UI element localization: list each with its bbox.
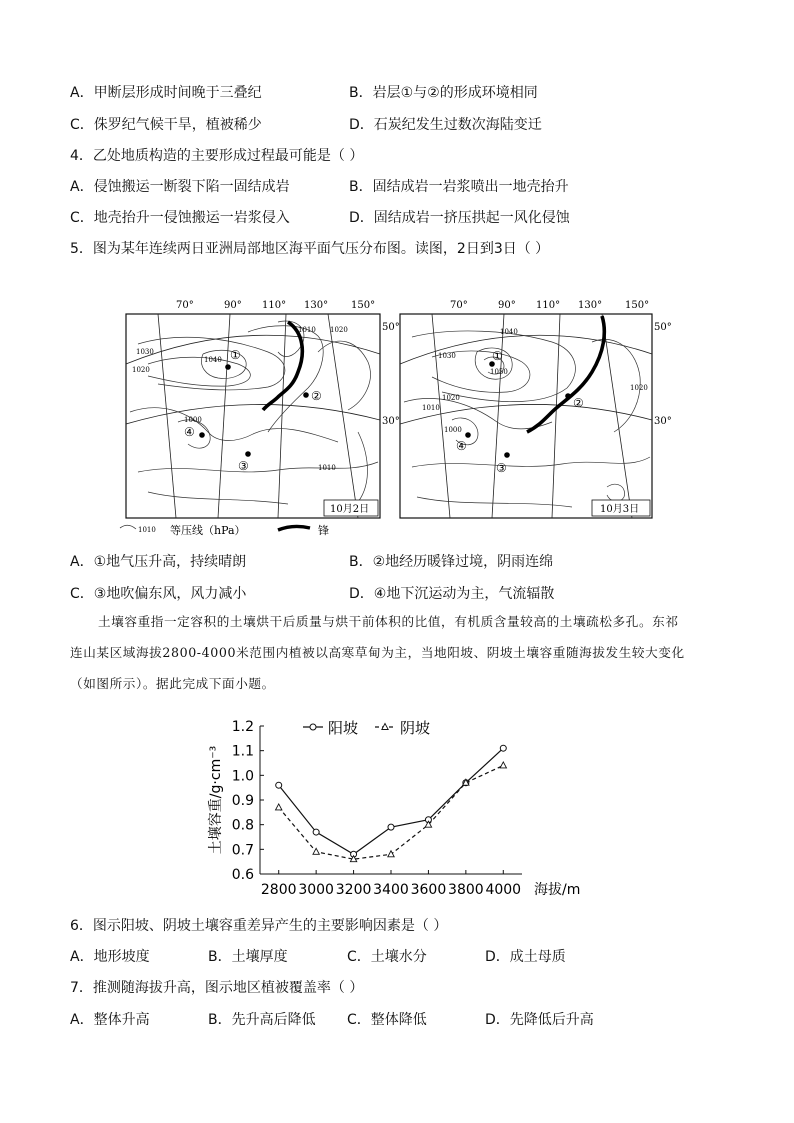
map1-label-1: ① bbox=[230, 348, 241, 362]
y-axis-label: 土壤容重/g·cm⁻³ bbox=[208, 745, 224, 855]
map2-lat-30: 30° bbox=[654, 416, 672, 427]
map1-isobar-label: 1010 bbox=[298, 326, 316, 334]
y-tick-label: 0.9 bbox=[231, 793, 254, 809]
q7-stem: 7．推测随海拔升高，图示地区植被覆盖率（ ） bbox=[70, 980, 364, 996]
map1-isobar-label: 1000 bbox=[184, 416, 202, 424]
q3-option-a[interactable]: A．甲断层形成时间晚于三叠纪 bbox=[70, 85, 262, 101]
y-tick-label: 1.0 bbox=[231, 768, 254, 785]
legend-front-sample bbox=[278, 526, 310, 530]
map1-isobar-label: 1020 bbox=[330, 326, 348, 334]
y-tick-label: 0.8 bbox=[231, 817, 254, 834]
map1-label-2: ② bbox=[311, 389, 322, 403]
map1-point-2 bbox=[303, 392, 309, 398]
map1-point-3 bbox=[245, 451, 251, 457]
map1-date: 10月2日 bbox=[330, 504, 370, 515]
series-1-point bbox=[388, 851, 394, 857]
series-0-point bbox=[500, 745, 506, 751]
map2-lon-90: 90° bbox=[498, 300, 516, 311]
map2-meridian bbox=[492, 314, 504, 518]
series-1-point bbox=[500, 762, 506, 768]
map1-lon-90: 90° bbox=[224, 300, 242, 311]
q4-option-c[interactable]: C．地壳抬升一侵蚀搬运一岩浆侵入 bbox=[70, 210, 290, 226]
map2-point-4 bbox=[465, 432, 471, 438]
q6-option-b[interactable]: B．土壤厚度 bbox=[208, 949, 288, 965]
soil-density-chart bbox=[200, 712, 620, 902]
q3-option-d[interactable]: D．石炭纪发生过数次海陆变迁 bbox=[349, 117, 542, 133]
x-axis-label: 海拔/m bbox=[534, 882, 581, 898]
map2-meridian bbox=[432, 314, 450, 518]
map2-isobar-label: 1050 bbox=[490, 368, 508, 376]
map2-lat-50: 50° bbox=[654, 322, 672, 333]
q6-stem: 6．图示阳坡、阴坡土壤容重差异产生的主要影响因素是（ ） bbox=[70, 918, 448, 934]
map1-lon-130: 130° bbox=[304, 300, 329, 311]
map1-meridian bbox=[158, 314, 176, 518]
x-tick-label: 3400 bbox=[373, 882, 409, 898]
legend-front-label: 锋 bbox=[318, 524, 329, 537]
legend-isobar-value: 1010 bbox=[138, 526, 156, 534]
map2-isobar-label: 1030 bbox=[438, 352, 456, 360]
map1-point-4 bbox=[199, 432, 205, 438]
map1-label-4: ④ bbox=[184, 425, 195, 439]
legend-shady-label: 阴坡 bbox=[400, 719, 431, 737]
map1-lon-150: 150° bbox=[351, 300, 376, 311]
q7-option-d[interactable]: D．先降低后升高 bbox=[485, 1012, 594, 1028]
q5-stem: 5．图为某年连续两日亚洲局部地区海平面气压分布图。读图，2日到3日（ ） bbox=[70, 241, 550, 257]
map1-point-1 bbox=[225, 364, 231, 370]
q7-option-c[interactable]: C．整体降低 bbox=[347, 1012, 427, 1028]
map1-lat-50: 50° bbox=[382, 322, 400, 333]
q4-option-d[interactable]: D．固结成岩一挤压拱起一风化侵蚀 bbox=[349, 210, 570, 226]
passage-line-2: 连山某区域海拔2800-4000米范围内植被以高寒草甸为主，当地阳坡、阴坡土壤容重随海拔发生较大变化 bbox=[70, 645, 685, 660]
map1-frame bbox=[126, 314, 380, 518]
q6-option-d[interactable]: D．成土母质 bbox=[485, 949, 566, 965]
map2-lon-130: 130° bbox=[578, 300, 603, 311]
q5-option-b[interactable]: B．②地经历暖锋过境，阴雨连绵 bbox=[349, 554, 554, 570]
map1-isobar-label: 1030 bbox=[136, 348, 154, 356]
q5-option-c[interactable]: C．③地吹偏东风，风力减小 bbox=[70, 586, 247, 602]
series-0-point bbox=[313, 829, 319, 835]
map2-label-2: ② bbox=[573, 396, 584, 410]
map2-isobar-label: 1020 bbox=[442, 394, 460, 402]
map2-meridian bbox=[602, 314, 632, 518]
map2-lon-70: 70° bbox=[450, 300, 468, 311]
y-tick-label: 1.2 bbox=[231, 719, 254, 735]
map2-lon-110: 110° bbox=[536, 300, 561, 311]
map1-meridian bbox=[278, 314, 286, 518]
map2-front bbox=[527, 316, 604, 432]
q5-option-a[interactable]: A．①地气压升高，持续晴朗 bbox=[70, 554, 247, 570]
passage bbox=[70, 606, 730, 699]
weather-map-oct2 bbox=[126, 300, 400, 518]
weather-maps-figure bbox=[118, 292, 678, 542]
x-tick-label: 2800 bbox=[260, 882, 297, 898]
x-tick-label: 4000 bbox=[485, 882, 522, 898]
legend-sunny-marker bbox=[310, 724, 316, 730]
map2-isobar-label: 1020 bbox=[630, 384, 648, 392]
x-tick-label: 3000 bbox=[298, 882, 334, 898]
map1-isobar-label: 1040 bbox=[204, 356, 222, 364]
map2-isobar-label: 1010 bbox=[422, 404, 440, 412]
map2-label-4: ④ bbox=[456, 439, 467, 453]
series-1-point bbox=[276, 804, 282, 810]
map2-point-3 bbox=[504, 452, 510, 458]
series-1-point bbox=[313, 848, 319, 854]
q6-option-c[interactable]: C．土壤水分 bbox=[347, 949, 427, 965]
weather-map-oct3 bbox=[400, 300, 672, 518]
map1-lat-30: 30° bbox=[382, 416, 400, 427]
q6-option-a[interactable]: A．地形坡度 bbox=[70, 949, 150, 965]
q4-option-b[interactable]: B．固结成岩一岩浆喷出一地壳抬升 bbox=[349, 179, 569, 195]
legend-isobar-sample bbox=[120, 525, 136, 529]
map1-meridian bbox=[218, 314, 230, 518]
passage-line-3: （如图所示）。据此完成下面小题。 bbox=[70, 676, 275, 691]
map2-frame bbox=[400, 314, 652, 518]
map2-isobar-label: 1000 bbox=[444, 426, 462, 434]
series-0-point bbox=[388, 824, 394, 830]
map2-date: 10月3日 bbox=[600, 504, 640, 515]
legend-sunny-label: 阳坡 bbox=[328, 719, 359, 737]
series-0-point bbox=[276, 782, 282, 788]
q3-option-b[interactable]: B．岩层①与②的形成环境相同 bbox=[349, 85, 538, 101]
passage-line-1: 土壤容重指一定容积的土壤烘干后质量与烘干前体积的比值，有机质含量较高的土壤疏松多孔。东祁 bbox=[98, 614, 679, 629]
map1-label-3: ③ bbox=[238, 459, 249, 473]
map-legend bbox=[120, 523, 329, 537]
map1-isobar-label: 1020 bbox=[132, 366, 150, 374]
y-tick-label: 0.6 bbox=[231, 867, 254, 883]
x-tick-label: 3600 bbox=[410, 882, 447, 898]
q7-option-b[interactable]: B．先升高后降低 bbox=[208, 1012, 316, 1028]
map2-lon-150: 150° bbox=[625, 300, 650, 311]
q7-option-a[interactable]: A．整体升高 bbox=[70, 1012, 150, 1028]
map1-isobar-label: 1010 bbox=[318, 464, 336, 472]
map2-isobar-label: 1040 bbox=[500, 328, 518, 336]
q4-option-a[interactable]: A．侵蚀搬运一断裂下陷一固结成岩 bbox=[70, 179, 290, 195]
map2-label-3: ③ bbox=[496, 461, 507, 475]
map2-point-2 bbox=[565, 393, 571, 399]
series-line-0 bbox=[279, 748, 504, 854]
legend-isobar-label: 等压线（hPa） bbox=[170, 524, 246, 537]
x-tick-label: 3200 bbox=[335, 882, 372, 898]
map1-isobars bbox=[130, 321, 378, 504]
q3-option-c[interactable]: C．侏罗纪气候干旱，植被稀少 bbox=[70, 117, 262, 133]
map2-label-1: ① bbox=[492, 349, 503, 363]
map1-lon-70: 70° bbox=[176, 300, 194, 311]
y-tick-label: 1.1 bbox=[231, 743, 254, 760]
y-tick-label: 0.7 bbox=[231, 842, 254, 859]
x-tick-label: 3800 bbox=[448, 882, 484, 898]
q5-option-d[interactable]: D．④地下沉运动为主，气流辐散 bbox=[349, 586, 555, 602]
map1-lon-110: 110° bbox=[262, 300, 287, 311]
q4-stem: 4．乙处地质构造的主要形成过程最可能是（ ） bbox=[70, 148, 364, 164]
